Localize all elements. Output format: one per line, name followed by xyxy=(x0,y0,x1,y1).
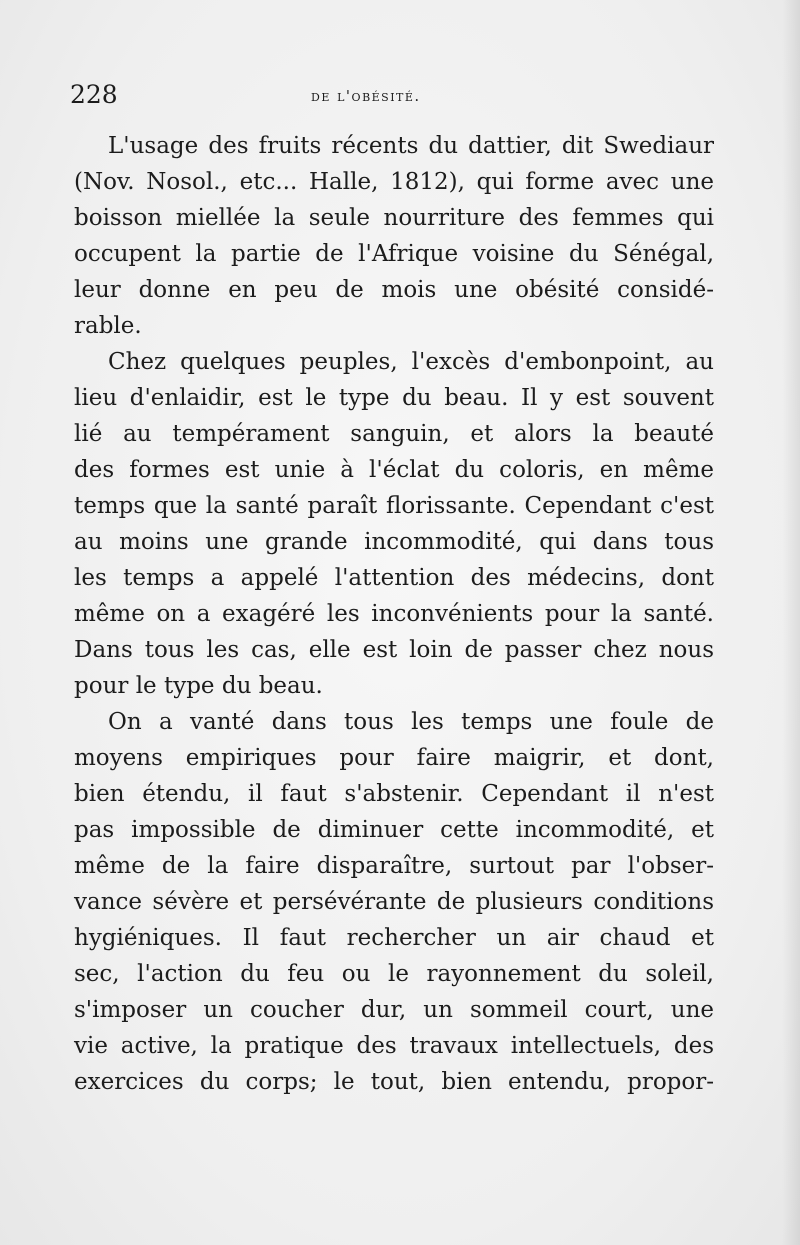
text-line: des formes est unie à l'éclat du coloris, en même xyxy=(74,457,714,483)
text-line: rable. xyxy=(74,313,142,339)
text-line: bien étendu, il faut s'abstenir. Cependant il n'est xyxy=(74,781,714,807)
text-line: (Nov. Nosol., etc... Halle, 1812), qui forme avec une xyxy=(74,169,714,195)
text-line: On a vanté dans tous les temps une foule de xyxy=(108,709,714,735)
text-line: occupent la partie de l'Afrique voisine du Sénégal, xyxy=(74,241,714,267)
text-line: pour le type du beau. xyxy=(74,673,323,699)
page-header xyxy=(70,78,716,112)
text-line: les temps a appelé l'attention des médecins, dont xyxy=(74,565,714,591)
text-line: lié au tempérament sanguin, et alors la beauté xyxy=(74,421,714,447)
text-line: lieu d'enlaidir, est le type du beau. Il y est souvent xyxy=(74,385,714,411)
text-line: sec, l'action du feu ou le rayonnement du soleil, xyxy=(74,961,714,987)
text-line: L'usage des fruits récents du dattier, dit Swediaur xyxy=(108,133,714,159)
text-line: pas impossible de diminuer cette incommodité, et xyxy=(74,817,714,843)
page-edge-shadow xyxy=(782,0,800,1245)
text-line: hygiéniques. Il faut rechercher un air chaud et xyxy=(74,925,714,951)
text-line: même de la faire disparaître, surtout par l'obser- xyxy=(74,853,714,879)
running-head: de l'obésité. xyxy=(311,87,421,105)
text-line: boisson miellée la seule nourriture des femmes qui xyxy=(74,205,714,231)
text-line: temps que la santé paraît florissante. Cependant c'est xyxy=(74,493,714,519)
text-line: leur donne en peu de mois une obésité considé- xyxy=(74,277,714,303)
text-line: au moins une grande incommodité, qui dans tous xyxy=(74,529,714,555)
text-line: vance sévère et persévérante de plusieurs conditions xyxy=(74,889,714,915)
text-line: exercices du corps; le tout, bien entendu, propor- xyxy=(74,1069,714,1095)
body-text xyxy=(74,128,714,1100)
text-line: Chez quelques peuples, l'excès d'embonpoint, au xyxy=(108,349,714,375)
text-line: moyens empiriques pour faire maigrir, et dont, xyxy=(74,745,714,771)
text-line: même on a exagéré les inconvénients pour la santé. xyxy=(74,601,714,627)
text-line: Dans tous les cas, elle est loin de passer chez nous xyxy=(74,637,714,663)
page-number: 228 xyxy=(70,80,118,109)
text-line: s'imposer un coucher dur, un sommeil court, une xyxy=(74,997,714,1023)
paragraph xyxy=(74,344,714,704)
text-line: vie active, la pratique des travaux intellectuels, des xyxy=(74,1033,714,1059)
paragraph xyxy=(74,704,714,1100)
paragraph xyxy=(74,128,714,344)
